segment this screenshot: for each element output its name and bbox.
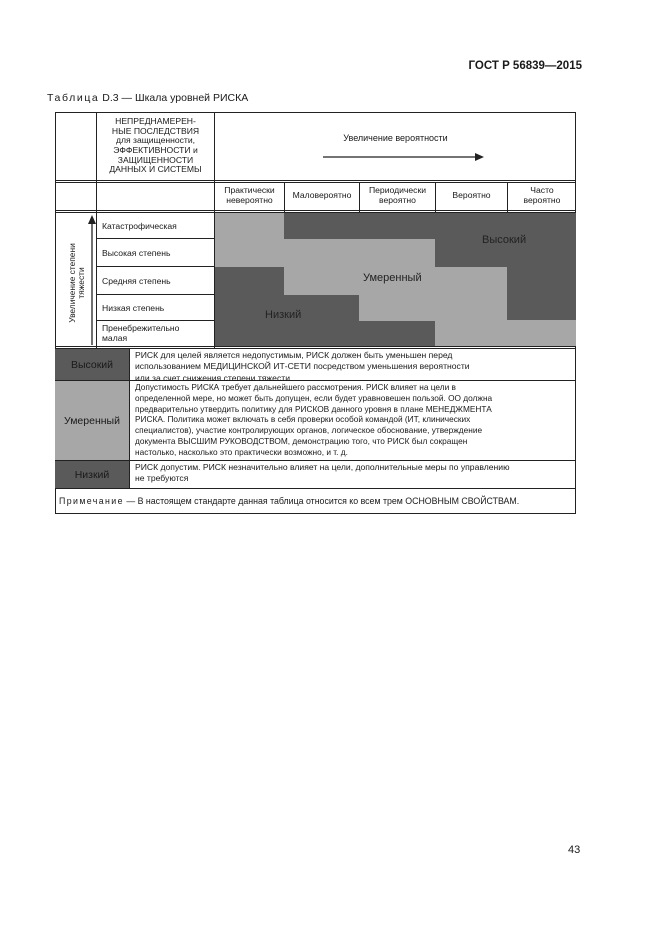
standard-number: ГОСТ Р 56839—2015 [468,60,582,72]
probability-level-line: невероятно [226,195,273,205]
consequences-header-line: ЗАЩИЩЕННОСТИ [117,154,194,165]
consequences-header-line: ДАННЫХ И СИСТЕМЫ [109,164,202,175]
severity-axis-line: тяжести [76,267,87,299]
legend-line: использованием МЕДИЦИНСКОЙ ИТ-СЕТИ посредством уменьшения вероятности [135,361,470,372]
zone-label-high: Высокий [482,234,527,246]
page-number: 43 [568,844,581,856]
consequences-header-line: НЫЕ ПОСЛЕДСТВИЯ [111,125,200,136]
high-risk-zone [507,213,576,320]
zone-label-low: Низкий [265,309,302,321]
severity-level-line: малая [102,332,128,343]
probability-arrow-icon [323,152,485,162]
probability-axis-label: Увеличение вероятности [343,132,448,143]
probability-level-line: Вероятно [452,190,491,201]
legend-label-high: Высокий [55,349,129,380]
severity-level: Катастрофическая [102,220,177,231]
note-text: — В настоящем стандарте данная таблица относится ко всем трем ОСНОВНЫМ СВОЙСТВАМ. [123,496,520,506]
legend-label-low: Низкий [55,461,129,488]
probability-level-line: Периодически [368,185,427,196]
severity-level [97,321,214,346]
legend-line: документа ВЫСШИМ РУКОВОДСТВОМ, демонстрацию того, что РИСК был сокращен [135,435,468,446]
severity-level: Низкая степень [102,302,165,313]
severity-level-line: Пренебрежительно [102,323,180,334]
legend-line: РИСК допустим. РИСК незначительно влияет на цели, дополнительные меры по управлению [135,462,510,472]
probability-level-line: вероятно [379,195,416,205]
legend-label-moderate: Умеренный [55,381,129,460]
rule [55,346,576,347]
probability-level-line: Маловероятно [292,190,352,201]
legend-text-high [130,348,576,383]
probability-level [215,182,284,210]
legend-text-moderate [130,380,576,460]
legend-line: настолько, насколько это практически возможно, и т. д. [135,446,348,457]
rule [55,180,576,181]
consequences-header-line: НЕПРЕДНАМЕРЕН- [115,116,196,127]
legend-line: РИСК для целей является недопустимым, РИСК должен быть уменьшен перед [135,350,453,360]
table-caption [47,92,248,104]
probability-level-line: Практически [224,185,275,196]
probability-level-line: вероятно [523,195,561,205]
legend-line: определенной мере, но может быть допущен, если будет уравновешен пользой. ОО должна [135,392,493,403]
probability-level [360,182,435,210]
severity-level: Высокая степень [102,247,171,258]
consequences-header-line: ЭФФЕКТИВНОСТИ и [113,145,198,155]
legend-line: Допустимость РИСКА требует дальнейшего рассмотрения. РИСК влияет на цели в [135,382,456,392]
low-risk-zone [215,321,435,346]
legend-text-low [130,460,576,488]
rule [55,210,576,211]
probability-level [436,182,507,210]
note-word: Примечание [59,496,124,506]
legend-line: не требуются [135,473,189,484]
probability-level [285,182,359,210]
caption-text: D.3 — Шкала уровней РИСКА [102,92,249,104]
probability-level [508,182,576,210]
caption-word: Таблица [47,92,100,104]
legend-line: предварительно утвердить политику для РИСКОВ данного уровня в плане МЕНЕДЖМЕНТА [135,403,492,414]
rule [55,488,576,489]
risk-level-table [55,112,576,514]
severity-axis-line: Увеличение степени [67,243,77,323]
legend-line: специалистов), участие контролирующих органов, логическое обоснование, утверждение [135,425,483,436]
zone-label-moderate: Умеренный [363,272,422,284]
probability-level-line: Часто [530,185,554,196]
legend-line: или за счет снижения степени тяжести [135,372,290,383]
table-note [59,496,519,506]
consequences-header [97,114,214,178]
severity-level: Средняя степень [102,275,171,286]
severity-arrow-icon [87,215,97,345]
consequences-header-line: для защищенности, [115,135,196,146]
legend-line: РИСКА. Политика может включать в себя проверки особой командой (ИТ, клинических [135,414,471,425]
